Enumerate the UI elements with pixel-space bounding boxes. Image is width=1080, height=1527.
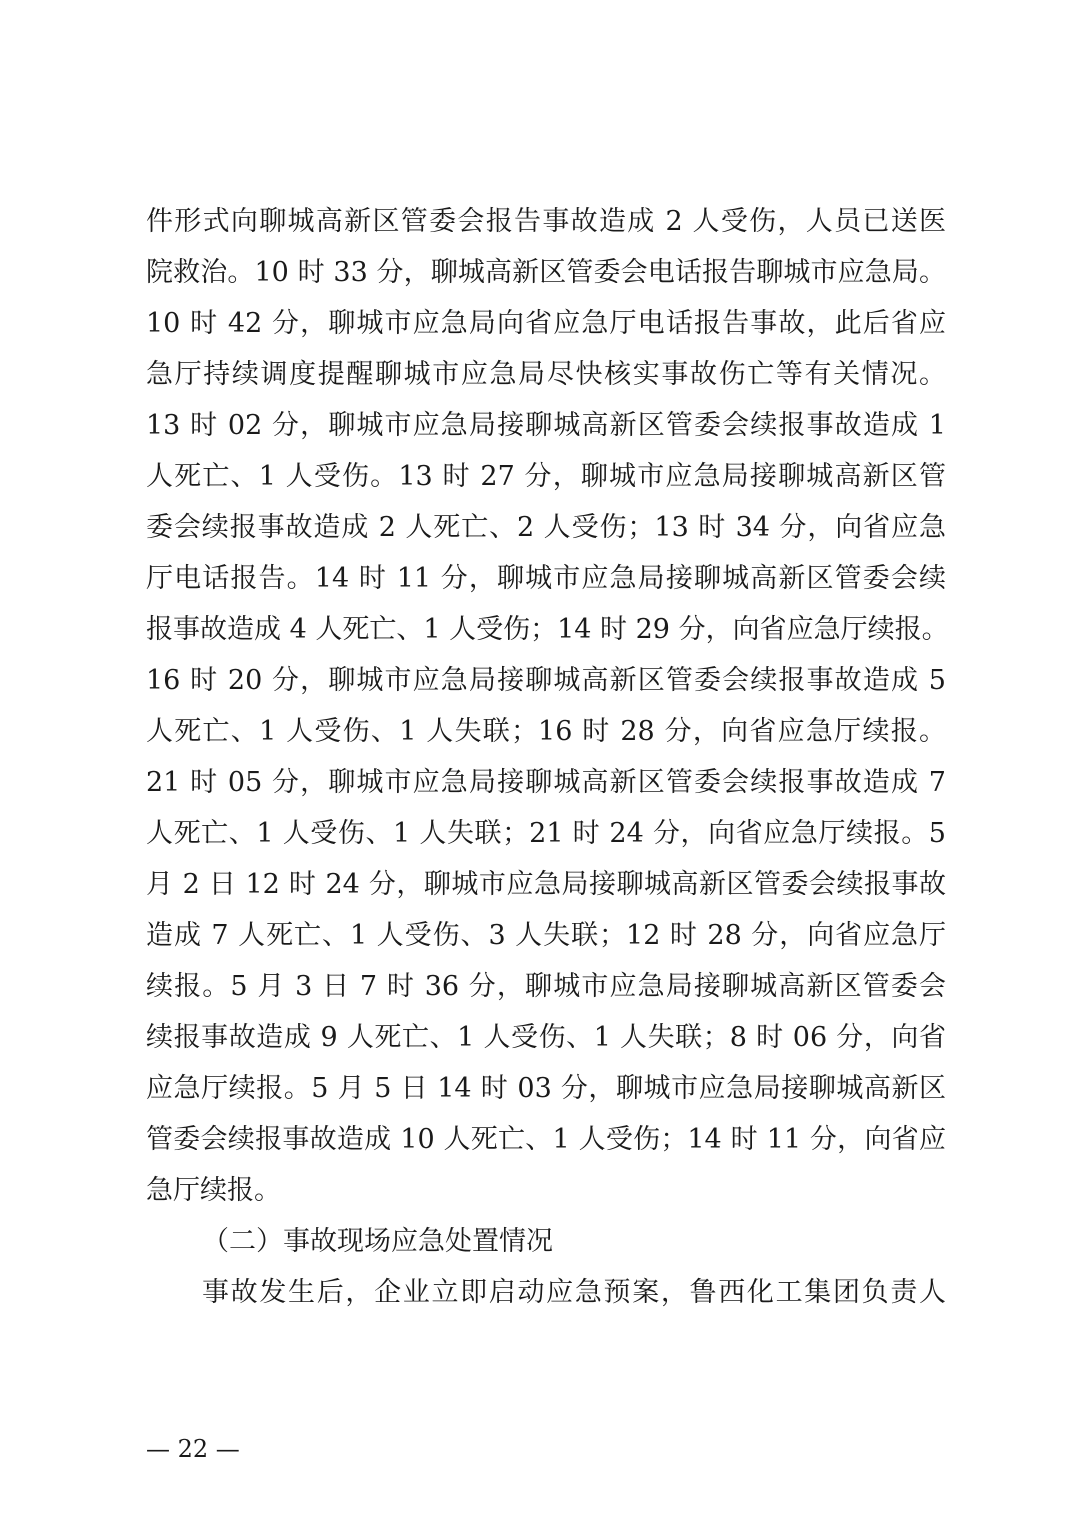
page-number: — 22 —: [146, 1435, 240, 1463]
text-line: 13 时 02 分，聊城市应急局接聊城高新区管委会续报事故造成 1: [146, 410, 946, 441]
text-line: 人死亡、1 人受伤、1 人失联；16 时 28 分，向省应急厅续报。: [146, 716, 946, 747]
text-line: 续报。5 月 3 日 7 时 36 分，聊城市应急局接聊城高新区管委会: [146, 971, 946, 1002]
text-line: 21 时 05 分，聊城市应急局接聊城高新区管委会续报事故造成 7: [146, 767, 946, 798]
text-line: 人死亡、1 人受伤。13 时 27 分，聊城市应急局接聊城高新区管: [146, 461, 946, 492]
text-line: 续报事故造成 9 人死亡、1 人受伤、1 人失联；8 时 06 分，向省: [146, 1022, 946, 1053]
text-line: 16 时 20 分，聊城市应急局接聊城高新区管委会续报事故造成 5: [146, 665, 946, 696]
text-line: 月 2 日 12 时 24 分，聊城市应急局接聊城高新区管委会续报事故: [146, 869, 946, 900]
text-line: 急厅持续调度提醒聊城市应急局尽快核实事故伤亡等有关情况。: [146, 359, 946, 390]
text-line: 造成 7 人死亡、1 人受伤、3 人失联；12 时 28 分，向省应急厅: [146, 920, 946, 951]
text-line: 急厅续报。: [146, 1175, 281, 1206]
text-line: 委会续报事故造成 2 人死亡、2 人受伤；13 时 34 分，向省应急: [146, 512, 946, 543]
text-line: 10 时 42 分，聊城市应急局向省应急厅电话报告事故，此后省应: [146, 308, 946, 339]
text-line: 院救治。10 时 33 分，聊城高新区管委会电话报告聊城市应急局。: [146, 257, 946, 288]
text-line: 应急厅续报。5 月 5 日 14 时 03 分，聊城市应急局接聊城高新区: [146, 1073, 946, 1104]
text-line: 管委会续报事故造成 10 人死亡、1 人受伤；14 时 11 分，向省应: [146, 1124, 946, 1155]
text-line: 人死亡、1 人受伤、1 人失联；21 时 24 分，向省应急厅续报。5: [146, 818, 946, 849]
body-text: [146, 196, 949, 1318]
text-line: 报事故造成 4 人死亡、1 人受伤；14 时 29 分，向省应急厅续报。: [146, 614, 949, 645]
text-line: 事故发生后，企业立即启动应急预案，鲁西化工集团负责人: [202, 1277, 946, 1308]
text-line: 厅电话报告。14 时 11 分，聊城市应急局接聊城高新区管委会续: [146, 563, 946, 594]
text-line: 件形式向聊城高新区管委会报告事故造成 2 人受伤，人员已送医: [146, 206, 946, 237]
section-heading: （二）事故现场应急处置情况: [202, 1226, 553, 1257]
